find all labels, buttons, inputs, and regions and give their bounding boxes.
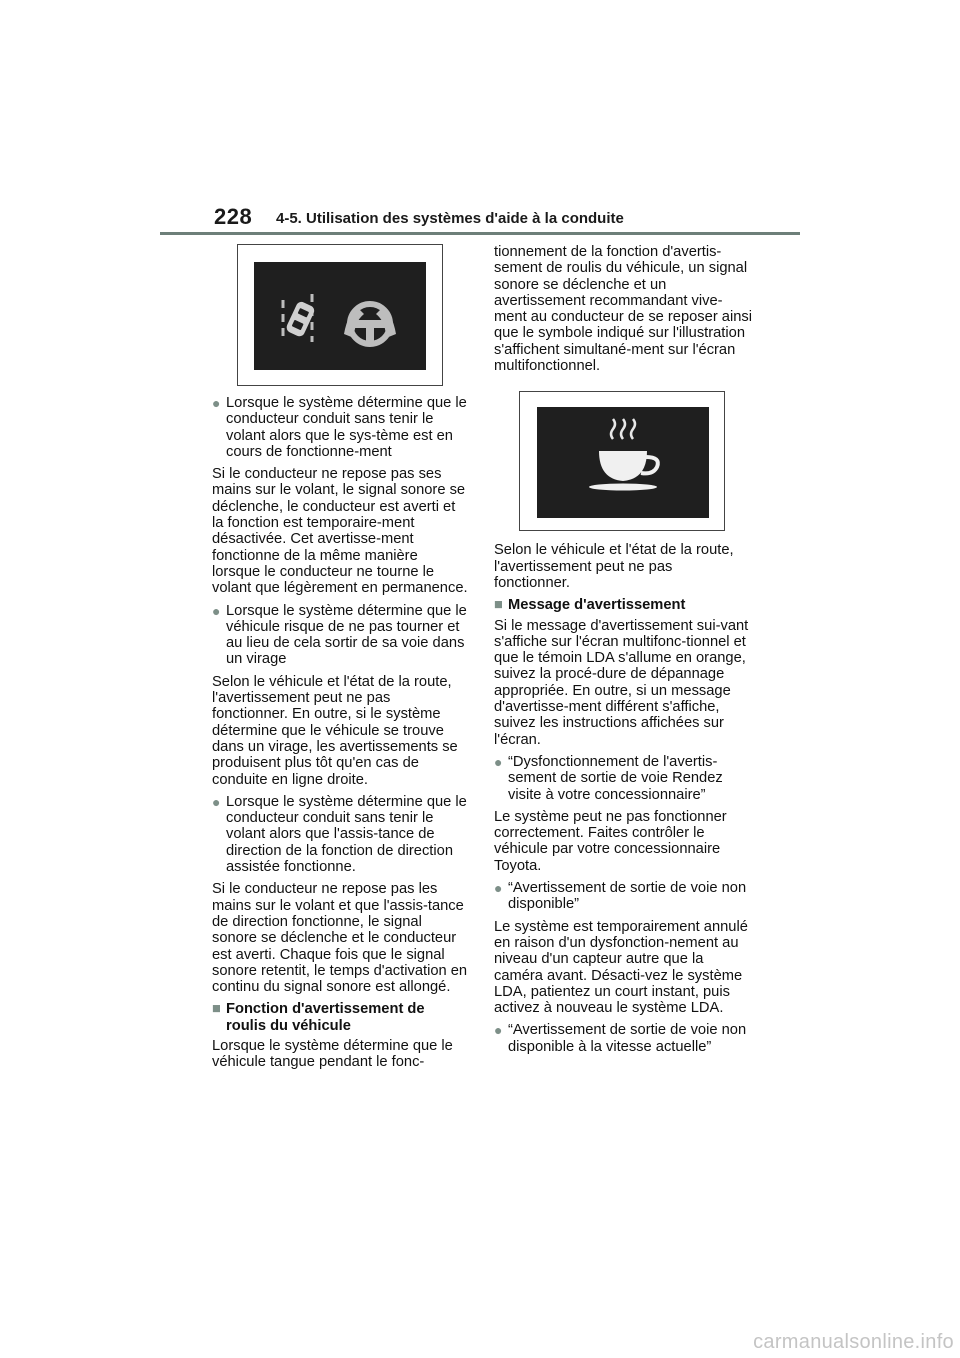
bullet-text: Lorsque le système détermine que le véhicule risque de ne pas tourner et au lieu de cela sortir de sa voie dans un virage	[226, 602, 467, 668]
bullet-dot-icon: ●	[212, 395, 221, 411]
paragraph: Si le conducteur ne repose pas les mains sur le volant et que l'assis-tance de direction fonctionne, le signal sonore se déclenche et le conducteur est averti. Chaque fois que le signal sonore retentit, le temps d'activation en continu du signal sonore est allongé.	[212, 881, 468, 996]
watermark: carmanualsonline.info	[753, 1331, 954, 1353]
paragraph: Si le message d'avertissement sui-vant s'affiche sur l'écran multifonc-tionnel et que le témoin LDA s'allume en orange, suivez la procé-dure de dépannage appropriée. En outre, si un message d'avertisse-ment différent s'affiche, suivez les instructions affichées sur l'écran.	[494, 617, 749, 748]
bullet-item	[494, 880, 752, 913]
paragraph: Lorsque le système détermine que le véhicule tangue pendant le fonc-	[212, 1037, 453, 1071]
bullet-dot-icon: ●	[494, 1022, 503, 1039]
heading-text: Message d'avertissement	[508, 597, 686, 614]
bullet-dot-icon: ●	[494, 880, 503, 897]
multi-information-display	[537, 407, 709, 518]
multi-information-display	[254, 262, 426, 370]
bullet-text: Lorsque le système détermine que le conducteur conduit sans tenir le volant alors que l'assis-tance de direction de la fonction de direction assistée fonctionne.	[226, 793, 467, 876]
section-title: 4-5. Utilisation des systèmes d'aide à la conduite	[276, 210, 624, 227]
left-column	[212, 244, 468, 1077]
heading-text: Fonction d'avertissement de roulis du véhicule	[226, 1001, 425, 1034]
coffee-cup-icon	[589, 419, 658, 491]
paragraph: Selon le véhicule et l'état de la route, l'avertissement peut ne pas fonctionner.	[494, 542, 734, 591]
page-number: 228	[214, 204, 253, 229]
bullet-item	[494, 1022, 752, 1055]
paragraph: Le système peut ne pas fonctionner correctement. Faites contrôler le véhicule par votre concessionnaire Toyota.	[494, 808, 727, 874]
subsection-heading	[494, 597, 752, 613]
bullet-item	[212, 395, 468, 460]
bullet-dot-icon: ●	[494, 753, 503, 770]
bullet-text: Lorsque le système détermine que le conducteur conduit sans tenir le volant alors que le sys-tème est en cours de fonctionne-ment	[226, 395, 467, 460]
bullet-text: “Avertissement de sortie de voie non disponible”	[508, 880, 747, 913]
bullet-dot-icon: ●	[212, 602, 221, 619]
subsection-heading	[212, 1001, 468, 1034]
hands-on-wheel-icon	[344, 304, 396, 344]
bullet-item	[212, 603, 468, 668]
lane-departure-icon	[283, 294, 314, 342]
square-marker-icon: ■	[212, 1001, 221, 1018]
page-header	[214, 204, 754, 234]
bullet-item	[494, 754, 752, 803]
bullet-item	[212, 794, 468, 875]
steering-warning-figure	[237, 244, 443, 386]
paragraph: tionnement de la fonction d'avertis-sement de roulis du véhicule, un signal sonore se déclenche et un avertissement recommandant vive-ment au conducteur de se reposer ainsi que le symbole indiqué sur l'illustration s'affichent simultané-ment sur l'écran multifonctionnel.	[494, 244, 752, 375]
header-rule	[160, 232, 800, 235]
bullet-text: “Avertissement de sortie de voie non disponible à la vitesse actuelle”	[508, 1022, 747, 1055]
paragraph: Selon le véhicule et l'état de la route, l'avertissement peut ne pas fonctionner. En outre, si le système détermine que le véhicule se trouve dans un virage, les avertissements se produisent plus tôt qu'en cas de conduite en ligne droite.	[212, 673, 458, 788]
paragraph: Le système est temporairement annulé en raison d'un dysfonction-nement au niveau d'un capteur autre que la caméra avant. Désacti-vez le système LDA, patientez un court instant, puis activez à nouveau le système LDA.	[494, 918, 748, 1017]
paragraph: Si le conducteur ne repose pas ses mains sur le volant, le signal sonore se déclenche, le conducteur est averti et la fonction est temporaire-ment désactivée. Cet avertisse-ment fonctionne de la même manière lorsque le conducteur ne tourne le volant que légèrement en permanence.	[212, 466, 468, 597]
square-marker-icon: ■	[494, 597, 503, 614]
rest-warning-figure	[519, 391, 725, 531]
right-column	[494, 244, 752, 1061]
bullet-dot-icon: ●	[212, 793, 221, 810]
bullet-text: “Dysfonctionnement de l'avertis-sement de sortie de voie Rendez visite à votre concessionnaire”	[508, 753, 723, 803]
